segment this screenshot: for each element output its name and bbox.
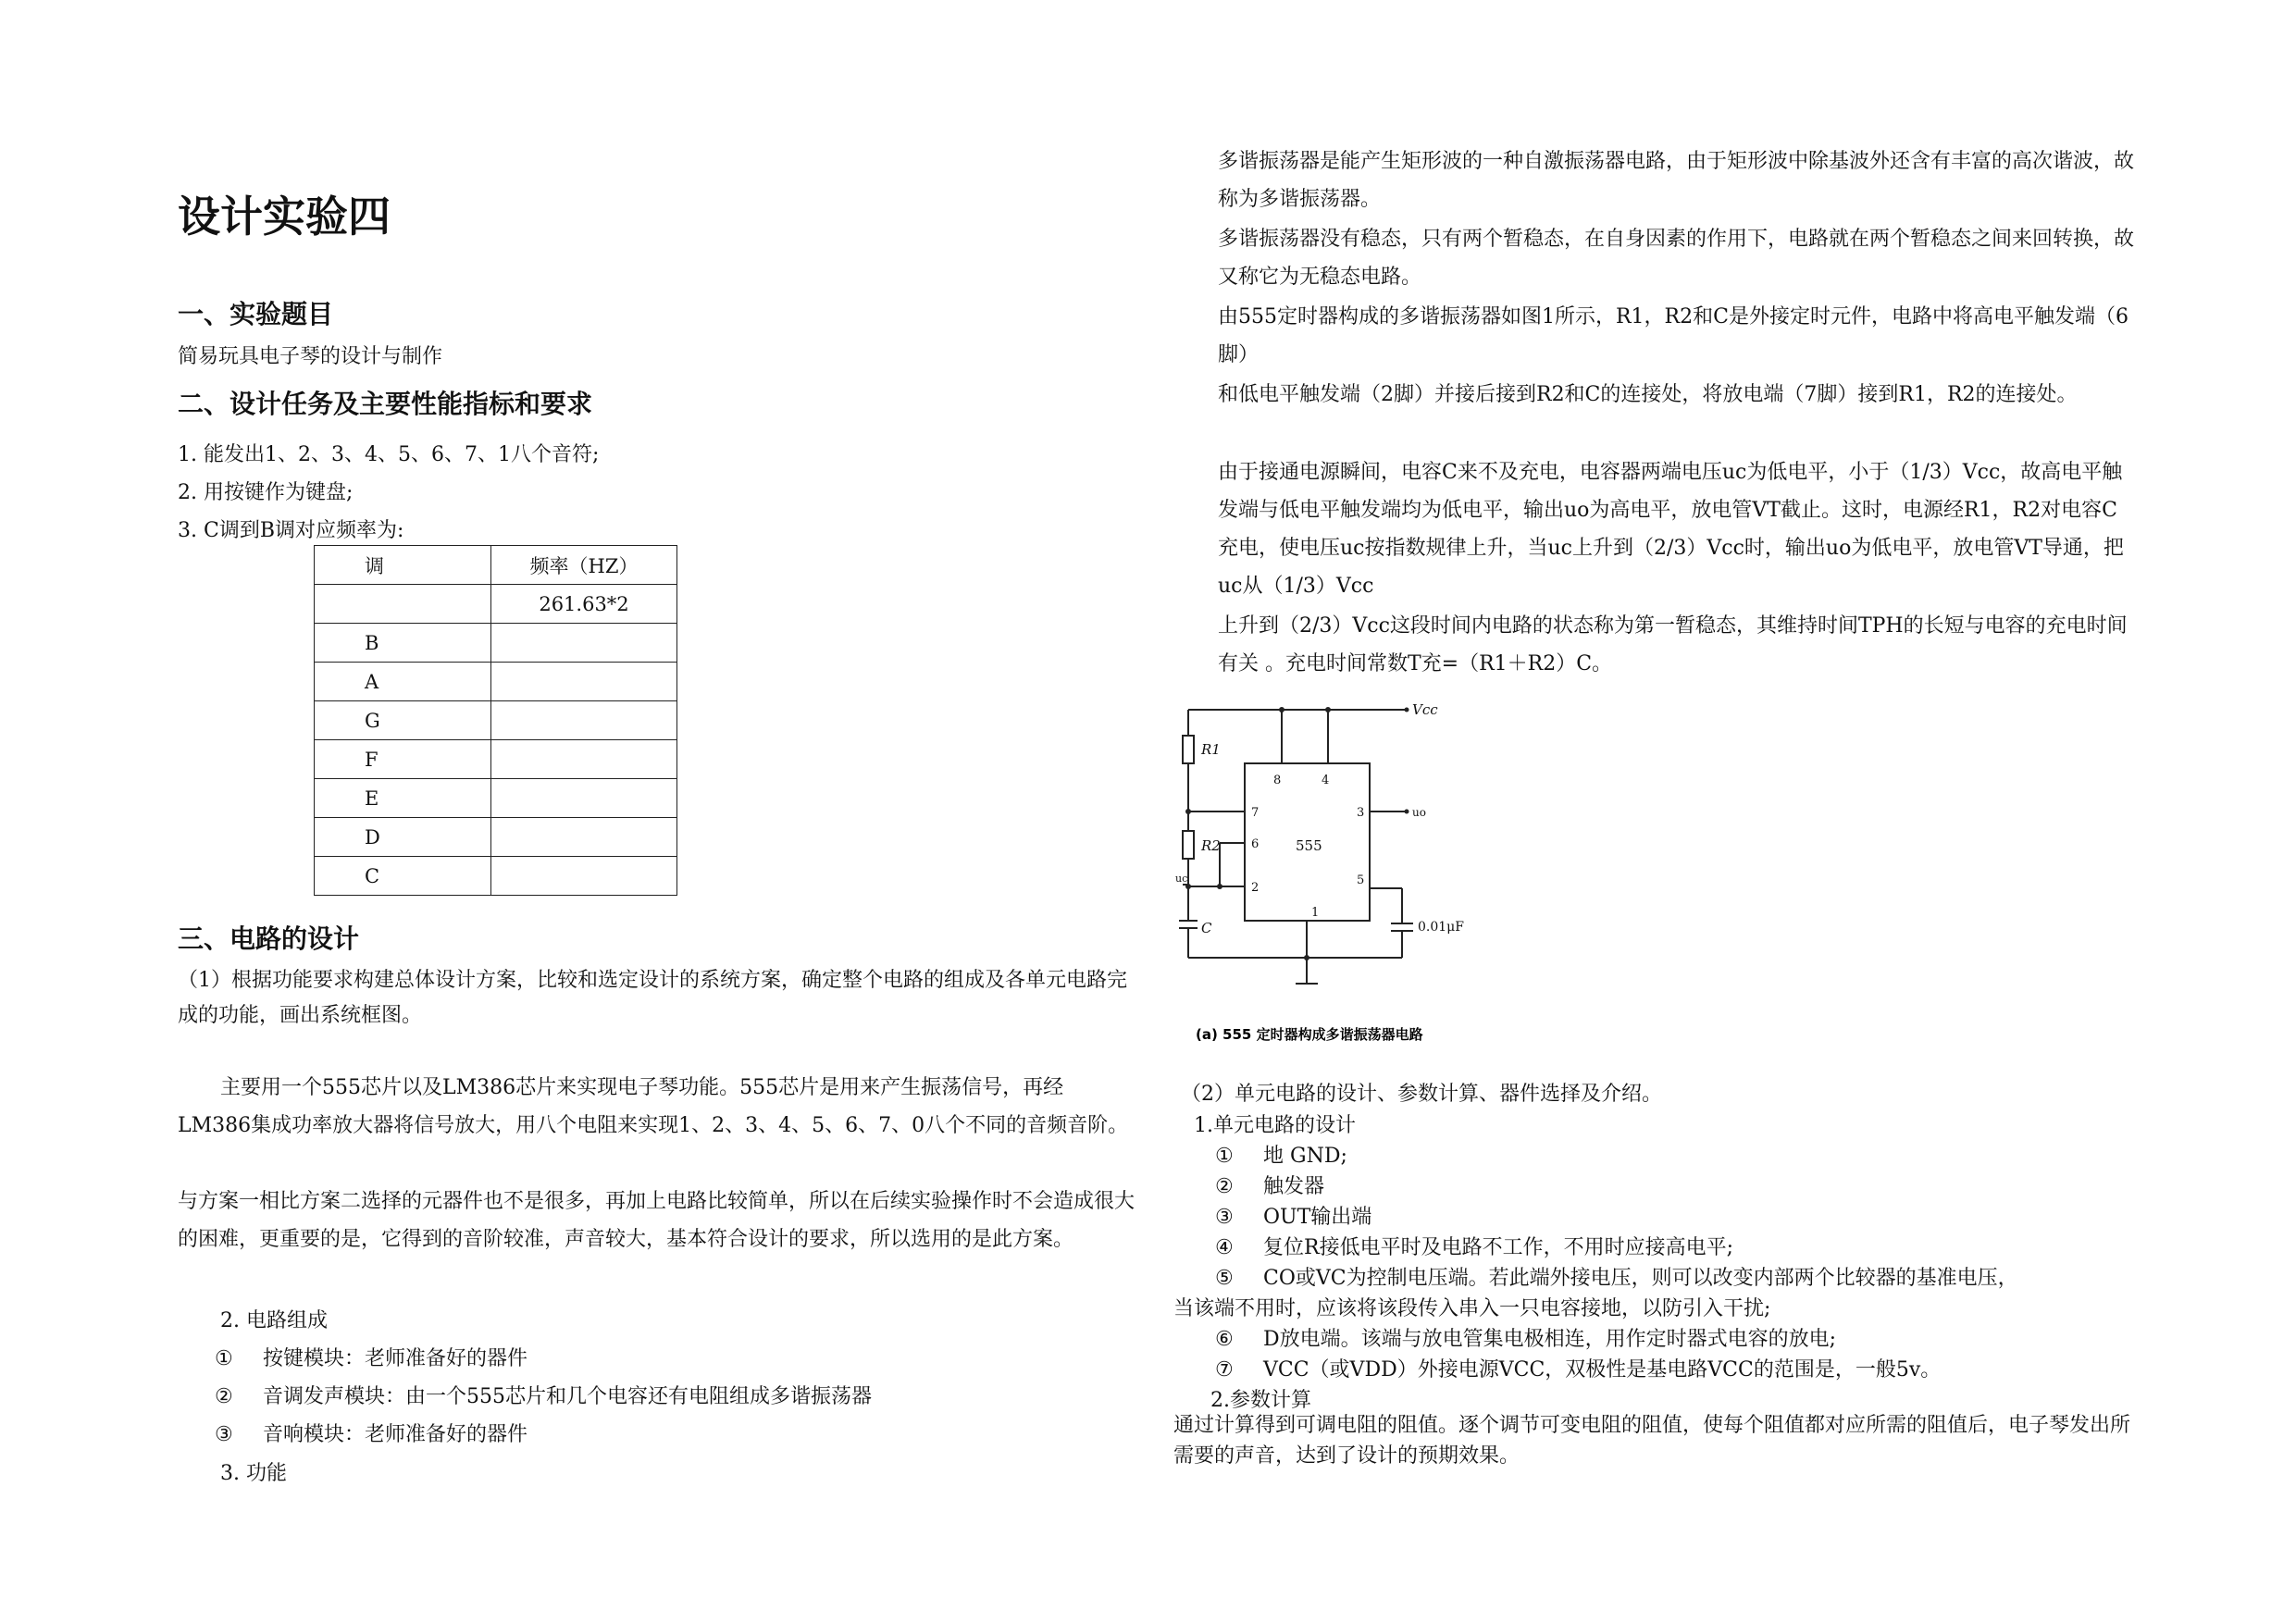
req-item-2: 2. 用按键作为键盘;	[178, 481, 354, 504]
list-item	[1215, 1354, 1941, 1382]
pin-label: 7	[1251, 806, 1260, 820]
pin-label: 8	[1273, 774, 1282, 787]
table-row	[315, 818, 677, 857]
uo-label: uo	[1412, 806, 1426, 819]
table-cell	[491, 818, 677, 857]
list-text: 地 GND;	[1263, 1145, 1347, 1168]
table-row	[315, 663, 677, 701]
table-row	[315, 740, 677, 779]
list-number: ④	[1215, 1236, 1234, 1259]
parameter-calc-heading: 2.参数计算	[1210, 1389, 1311, 1412]
list-number: ⑦	[1215, 1358, 1234, 1381]
pin-label: 5	[1357, 873, 1365, 887]
r2-resistor	[1183, 831, 1194, 859]
table-cell	[315, 585, 491, 624]
list-item	[1215, 1262, 2018, 1291]
r1-label: R1	[1201, 741, 1221, 758]
pin-label: 2	[1251, 881, 1260, 895]
right-paragraph-6: 上升到（2/3）Vcc这段时间内电路的状态称为第一暂稳态，其维持时间TPH的长短与电容的充电时间有关 。充电时间常数T充=（R1＋R2）C。	[1218, 614, 2128, 675]
list-number: ③	[215, 1423, 233, 1446]
pin-label: 3	[1357, 806, 1365, 820]
diagram-caption: (a) 555 定时器构成多谐振荡器电路	[1196, 1026, 1423, 1043]
list-continuation: 当该端不用时，应该将该段传入串入一只电容接地，以防引入干扰;	[1173, 1297, 1771, 1320]
uc-label: uc	[1175, 873, 1188, 885]
section3-heading: 三、电路的设计	[178, 923, 360, 954]
table-cell	[491, 857, 677, 896]
list-item	[1215, 1201, 1371, 1230]
table-cell: G	[315, 701, 491, 740]
table-cell: A	[315, 663, 491, 701]
list-text: D放电端。该端与放电管集电极相连，用作定时器式电容的放电;	[1263, 1328, 1837, 1351]
table-header: 频率（HZ）	[491, 546, 677, 585]
list-item	[1215, 1323, 1836, 1352]
c-label: C	[1201, 920, 1212, 936]
list-text: 音调发声模块：由一个555芯片和几个电容还有电阻组成多谐振荡器	[263, 1385, 872, 1408]
design-paragraph-2: 主要用一个555芯片以及LM386芯片来实现电子琴功能。555芯片是用来产生振荡信号，再经LM386集成功率放大器将信号放大，用八个电阻来实现1、2、3、4、5、6、7、0八个不同的音频音阶。	[178, 1076, 1129, 1137]
list-number: ⑤	[1215, 1267, 1234, 1290]
function-heading: 3. 功能	[220, 1462, 287, 1485]
list-number: ③	[1215, 1206, 1234, 1229]
section2-heading: 二、设计任务及主要性能指标和要求	[178, 389, 593, 419]
pin-label: 6	[1251, 837, 1260, 851]
right-paragraph-4: 和低电平触发端（2脚）并接后接到R2和C的连接处，将放电端（7脚）接到R1，R2的连接处。	[1218, 383, 2078, 406]
list-item	[215, 1343, 527, 1371]
list-number: ①	[1215, 1145, 1234, 1168]
pin-label: 1	[1311, 906, 1320, 920]
list-number: ②	[215, 1385, 233, 1408]
table-cell: F	[315, 740, 491, 779]
table-cell: C	[315, 857, 491, 896]
circuit-composition-heading: 2. 电路组成	[220, 1309, 328, 1332]
section1-heading: 一、实验题目	[178, 299, 334, 329]
list-number: ②	[1215, 1175, 1234, 1198]
unit-circuit-heading: （2）单元电路的设计、参数计算、器件选择及介绍。	[1181, 1083, 1662, 1106]
list-text: 触发器	[1263, 1175, 1325, 1198]
list-item	[215, 1419, 527, 1447]
unit-circuit-subheading: 1.单元电路的设计	[1194, 1114, 1356, 1137]
parameter-calc-text: 通过计算得到可调电阻的阻值。逐个调节可变电阻的阻值，使每个阻值都对应所需的阻值后，电子琴发出所需要的声音，达到了设计的预期效果。	[1173, 1414, 2131, 1468]
list-text: VCC（或VDD）外接电源VCC，双极性是基电路VCC的范围是，一般5v。	[1263, 1358, 1942, 1381]
page-title: 设计实验四	[178, 192, 391, 242]
table-row	[315, 701, 677, 740]
list-item	[1215, 1232, 1733, 1260]
right-paragraph-2: 多谐振荡器没有稳态，只有两个暂稳态，在自身因素的作用下，电路就在两个暂稳态之间来回转换，故又称它为无稳态电路。	[1218, 228, 2135, 289]
list-text: 复位R接低电平时及电路不工作，不用时应接高电平;	[1263, 1236, 1733, 1259]
table-cell	[491, 701, 677, 740]
right-paragraph-1: 多谐振荡器是能产生矩形波的一种自激振荡器电路，由于矩形波中除基波外还含有丰富的高次谐波，故称为多谐振荡器。	[1218, 150, 2135, 211]
table-header: 调	[315, 546, 491, 585]
list-item	[215, 1381, 872, 1409]
chip-label: 555	[1296, 837, 1322, 854]
table-cell: E	[315, 779, 491, 818]
design-paragraph-3: 与方案一相比方案二选择的元器件也不是很多，再加上电路比较简单，所以在后续实验操作时不会造成很大的困难，更重要的是，它得到的音阶较准，声音较大，基本符合设计的要求，所以选用的是此方案。	[178, 1190, 1136, 1251]
right-paragraph-3: 由555定时器构成的多谐振荡器如图1所示，R1，R2和C是外接定时元件，电路中将高电平触发端（6脚）	[1218, 305, 2128, 366]
table-cell: B	[315, 624, 491, 663]
table-cell	[491, 779, 677, 818]
r2-label: R2	[1201, 837, 1221, 854]
list-item	[1215, 1140, 1347, 1169]
section1-text: 简易玩具电子琴的设计与制作	[178, 345, 443, 368]
right-paragraph-5: 由于接通电源瞬间，电容C来不及充电，电容器两端电压uc为低电平，小于（1/3）Vcc，故高电平触发端与低电平触发端均为低电平，输出uo为高电平，放电管VT截止。这时，电源经R1，R2对电容C充电，使电压uc按指数规律上升，当uc上升到（2/3）Vcc时，输出uo为低电平，放电管VT导通，把uc从（1/3）Vcc	[1218, 461, 2124, 598]
r1-resistor	[1183, 736, 1194, 763]
table-cell	[491, 740, 677, 779]
table-row	[315, 779, 677, 818]
list-text: CO或VC为控制电压端。若此端外接电压，则可以改变内部两个比较器的基准电压，	[1263, 1267, 2018, 1290]
frequency-table	[314, 545, 677, 896]
pin-label: 4	[1322, 774, 1330, 787]
table-cell: D	[315, 818, 491, 857]
table-cell	[491, 663, 677, 701]
table-cell: 261.63*2	[491, 585, 677, 624]
list-number: ⑥	[1215, 1328, 1234, 1351]
cap-value-label: 0.01μF	[1418, 920, 1464, 935]
vcc-label: Vcc	[1412, 701, 1438, 718]
list-item	[1215, 1171, 1324, 1199]
table-row	[315, 624, 677, 663]
req-item-1: 1. 能发出1、2、3、4、5、6、7、1八个音符;	[178, 443, 600, 466]
list-text: 按键模块：老师准备好的器件	[263, 1347, 528, 1370]
req-item-3: 3. C调到B调对应频率为:	[178, 519, 404, 542]
design-paragraph-1: （1）根据功能要求构建总体设计方案，比较和选定设计的系统方案，确定整个电路的组成及各单元电路完成的功能，画出系统框图。	[178, 969, 1128, 1027]
list-text: OUT输出端	[1263, 1206, 1372, 1229]
table-cell	[491, 624, 677, 663]
table-header-row	[315, 546, 677, 585]
table-row	[315, 857, 677, 896]
list-text: 音响模块：老师准备好的器件	[263, 1423, 528, 1446]
astable-555-circuit-diagram	[1175, 689, 1490, 1050]
list-number: ①	[215, 1347, 233, 1370]
table-row	[315, 585, 677, 624]
